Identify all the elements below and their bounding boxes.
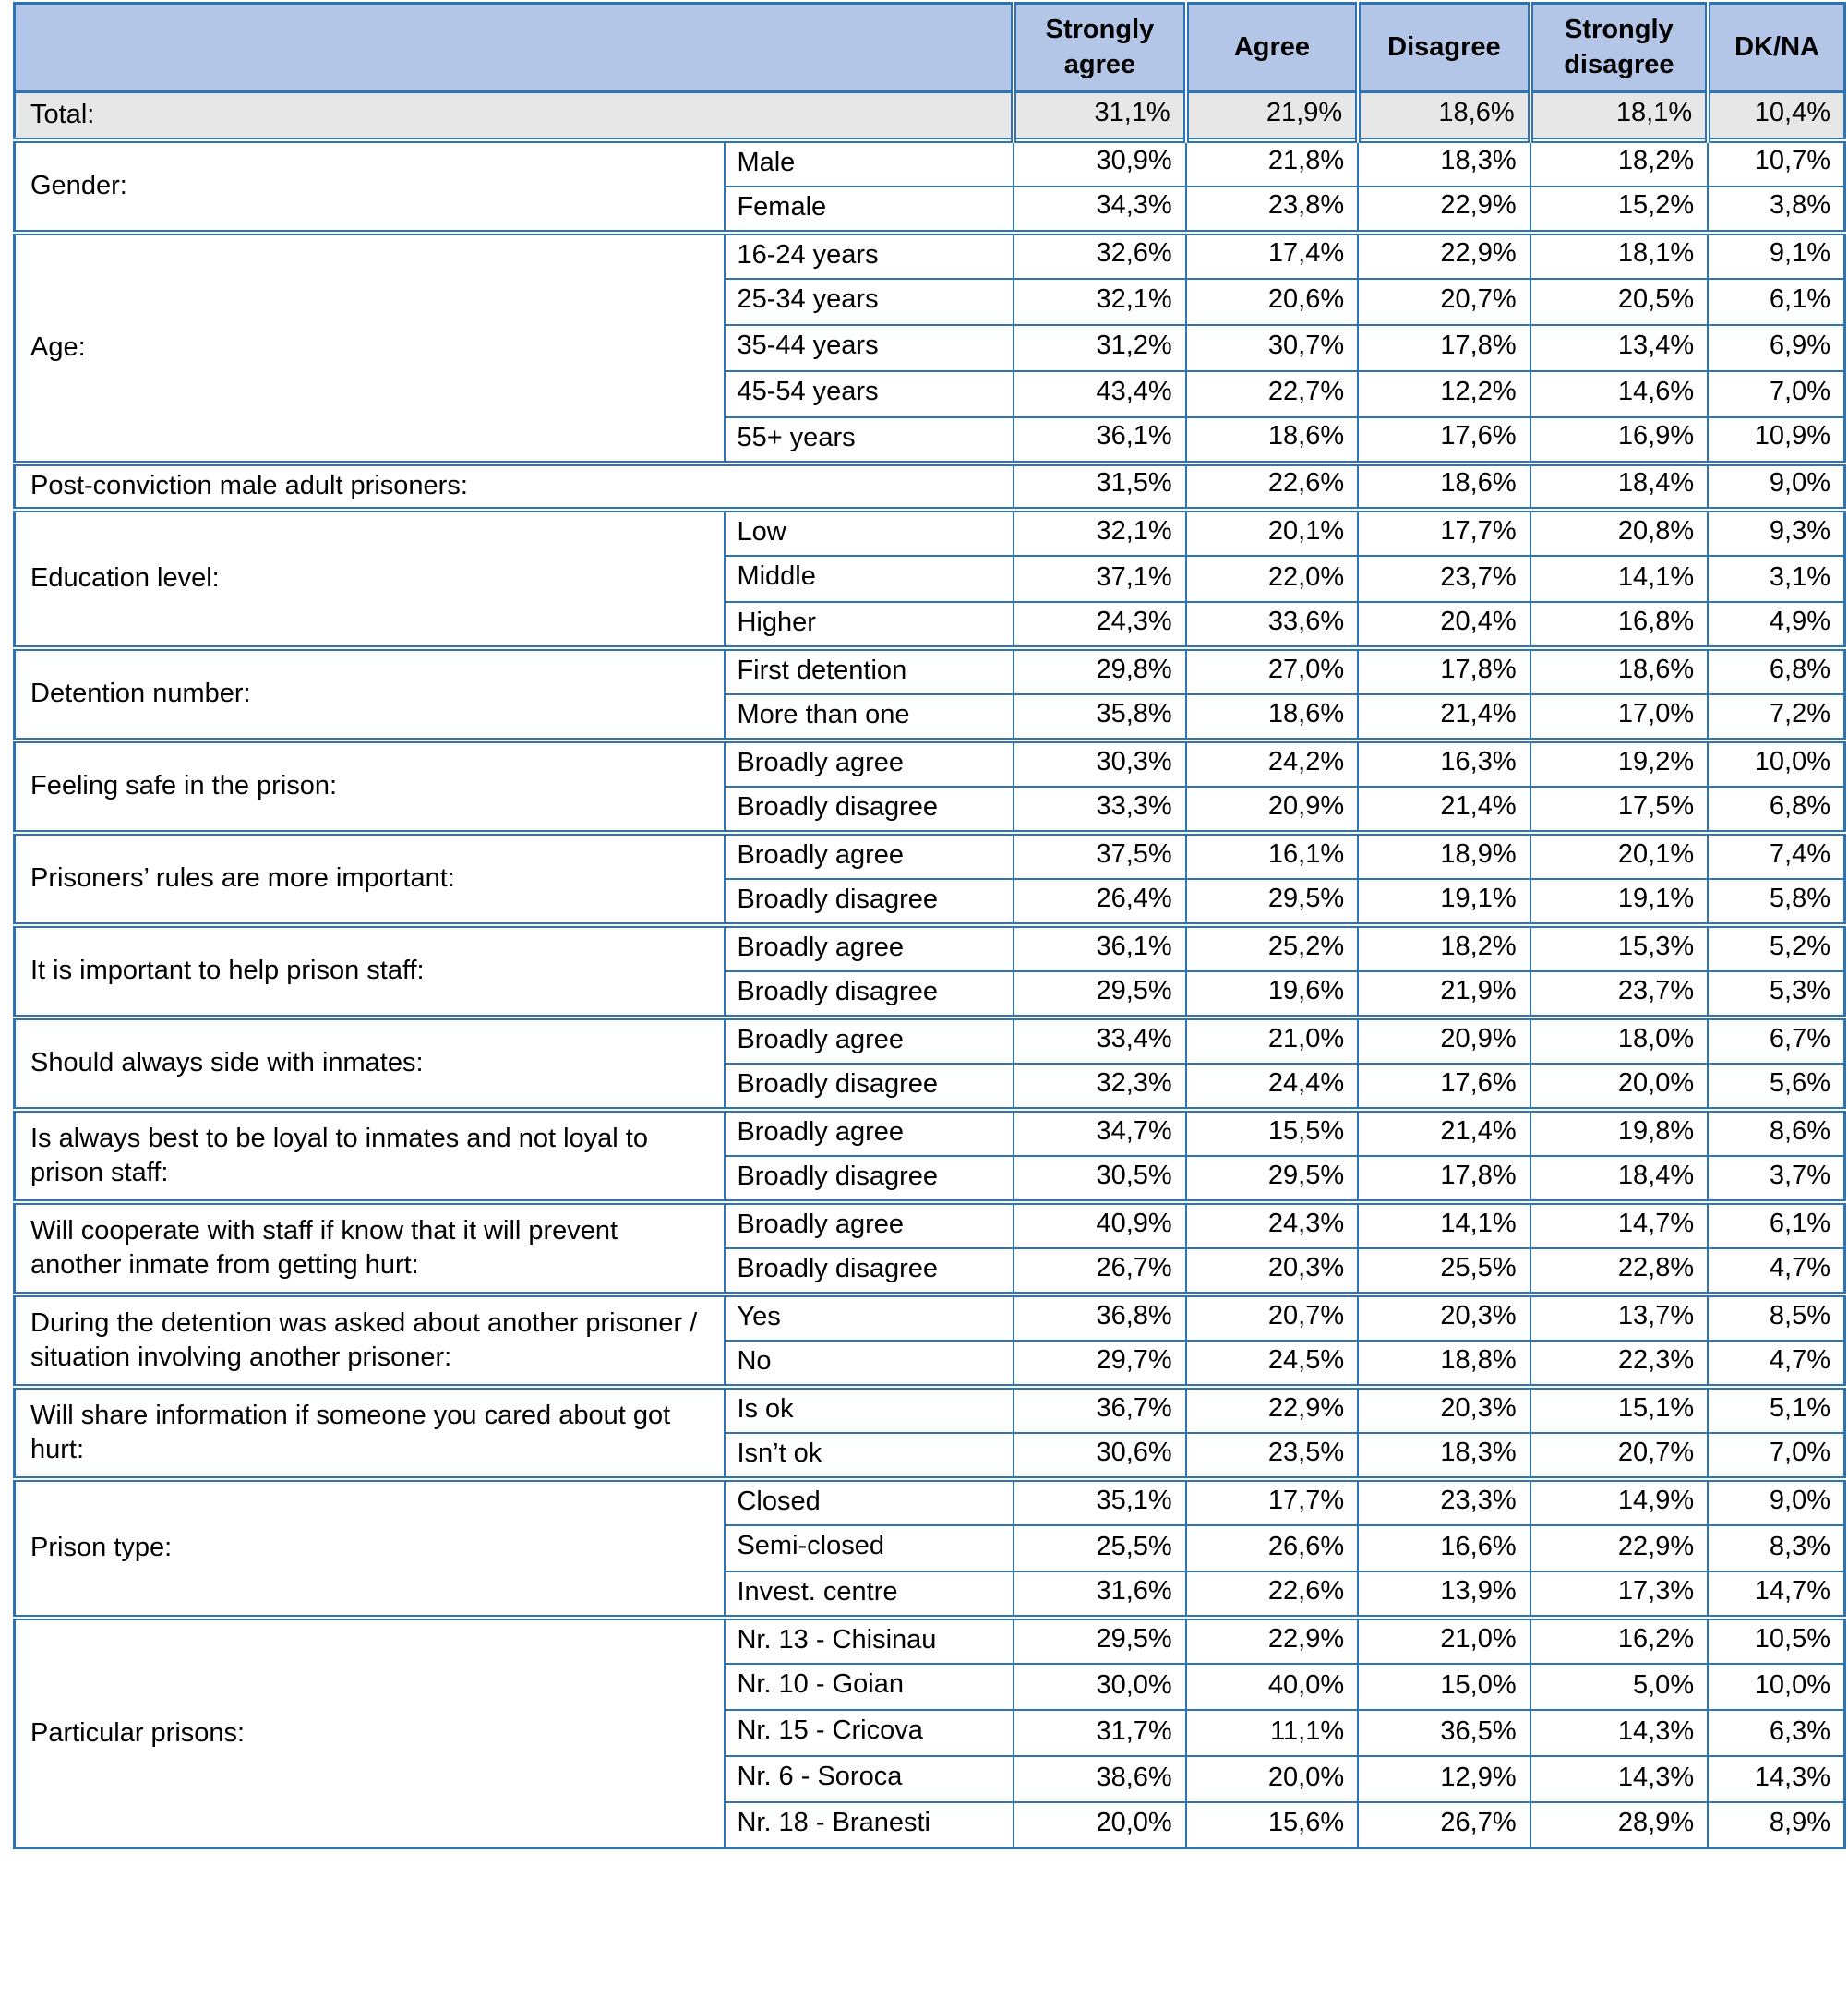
value-cell: 22,9%: [1186, 1618, 1358, 1664]
value-cell: 17,6%: [1358, 1064, 1530, 1110]
value-cell: 14,7%: [1708, 1571, 1844, 1618]
group-label-cell: Post-conviction male adult prisoners:: [15, 463, 1014, 510]
value-cell: 25,5%: [1014, 1525, 1185, 1571]
sub-label-cell: No: [725, 1341, 1014, 1387]
value-cell: 12,9%: [1358, 1756, 1530, 1802]
survey-results-table: [13, 2, 1846, 1849]
value-cell: 16,3%: [1358, 740, 1530, 787]
value-cell: 18,6%: [1530, 648, 1708, 694]
value-cell: 14,3%: [1530, 1710, 1708, 1756]
sub-label-cell: Isn’t ok: [725, 1433, 1014, 1479]
value-cell: 23,3%: [1358, 1479, 1530, 1525]
value-cell: 36,5%: [1358, 1710, 1530, 1756]
value-cell: 3,8%: [1708, 187, 1844, 233]
value-cell: 38,6%: [1014, 1756, 1185, 1802]
value-cell: 10,7%: [1708, 140, 1844, 187]
value-cell: 8,3%: [1708, 1525, 1844, 1571]
value-cell: 8,5%: [1708, 1294, 1844, 1341]
group-label-cell: Particular prisons:: [15, 1618, 726, 1848]
table-row: [15, 463, 1845, 510]
value-cell: 18,2%: [1530, 140, 1708, 187]
value-cell: 18,6%: [1358, 463, 1530, 510]
value-cell: 18,3%: [1358, 140, 1530, 187]
sub-label-cell: Female: [725, 187, 1014, 233]
sub-label-cell: First detention: [725, 648, 1014, 694]
sub-label-cell: Yes: [725, 1294, 1014, 1341]
value-cell: 18,6%: [1186, 417, 1358, 463]
sub-label-cell: 16-24 years: [725, 233, 1014, 279]
value-cell: 7,0%: [1708, 1433, 1844, 1479]
value-cell: 16,1%: [1186, 833, 1358, 879]
value-cell: 27,0%: [1186, 648, 1358, 694]
value-cell: 22,7%: [1186, 371, 1358, 417]
value-cell: 5,2%: [1708, 925, 1844, 971]
value-cell: 14,1%: [1358, 1202, 1530, 1248]
table-row: [15, 833, 1845, 879]
value-cell: 6,1%: [1708, 1202, 1844, 1248]
value-cell: 21,9%: [1358, 971, 1530, 1017]
value-cell: 7,0%: [1708, 371, 1844, 417]
value-cell: 16,6%: [1358, 1525, 1530, 1571]
value-cell: 21,9%: [1186, 92, 1358, 140]
value-cell: 17,7%: [1358, 510, 1530, 556]
value-cell: 22,9%: [1358, 233, 1530, 279]
value-cell: 18,8%: [1358, 1341, 1530, 1387]
value-cell: 14,3%: [1530, 1756, 1708, 1802]
value-cell: 32,6%: [1014, 233, 1185, 279]
sub-label-cell: Low: [725, 510, 1014, 556]
table-row: [15, 1387, 1845, 1433]
value-cell: 11,1%: [1186, 1710, 1358, 1756]
value-cell: 15,5%: [1186, 1110, 1358, 1156]
value-cell: 20,1%: [1530, 833, 1708, 879]
sub-label-cell: Broadly disagree: [725, 1156, 1014, 1202]
value-cell: 36,7%: [1014, 1387, 1185, 1433]
value-cell: 29,7%: [1014, 1341, 1185, 1387]
value-cell: 15,3%: [1530, 925, 1708, 971]
value-cell: 17,7%: [1186, 1479, 1358, 1525]
sub-label-cell: Is ok: [725, 1387, 1014, 1433]
group-label-cell: Prisoners’ rules are more important:: [15, 833, 726, 925]
table-body: [15, 92, 1845, 1848]
value-cell: 34,7%: [1014, 1110, 1185, 1156]
value-cell: 10,9%: [1708, 417, 1844, 463]
column-header-strongly-agree: Strongly agree: [1014, 4, 1185, 92]
value-cell: 24,4%: [1186, 1064, 1358, 1110]
sub-label-cell: Nr. 18 - Branesti: [725, 1802, 1014, 1848]
value-cell: 18,4%: [1530, 1156, 1708, 1202]
value-cell: 3,1%: [1708, 556, 1844, 602]
value-cell: 30,0%: [1014, 1664, 1185, 1710]
sub-label-cell: Invest. centre: [725, 1571, 1014, 1618]
value-cell: 19,6%: [1186, 971, 1358, 1017]
value-cell: 5,6%: [1708, 1064, 1844, 1110]
value-cell: 22,8%: [1530, 1248, 1708, 1294]
value-cell: 8,9%: [1708, 1802, 1844, 1848]
value-cell: 10,0%: [1708, 1664, 1844, 1710]
value-cell: 15,2%: [1530, 187, 1708, 233]
table-header: [15, 4, 1845, 92]
group-label-cell: It is important to help prison staff:: [15, 925, 726, 1017]
value-cell: 5,1%: [1708, 1387, 1844, 1433]
sub-label-cell: Closed: [725, 1479, 1014, 1525]
value-cell: 18,4%: [1530, 463, 1708, 510]
value-cell: 36,1%: [1014, 925, 1185, 971]
value-cell: 32,1%: [1014, 279, 1185, 325]
group-label-cell: Gender:: [15, 140, 726, 233]
value-cell: 13,9%: [1358, 1571, 1530, 1618]
table-row: [15, 1618, 1845, 1664]
group-label-cell: Age:: [15, 233, 726, 463]
sub-label-cell: Broadly agree: [725, 740, 1014, 787]
value-cell: 5,8%: [1708, 879, 1844, 925]
value-cell: 17,6%: [1358, 417, 1530, 463]
value-cell: 21,4%: [1358, 694, 1530, 740]
total-label-cell: Total:: [15, 92, 1014, 140]
group-label-cell: Will cooperate with staff if know that it will prevent another inmate from getting hurt:: [15, 1202, 726, 1294]
value-cell: 15,1%: [1530, 1387, 1708, 1433]
value-cell: 28,9%: [1530, 1802, 1708, 1848]
value-cell: 31,2%: [1014, 325, 1185, 371]
value-cell: 32,1%: [1014, 510, 1185, 556]
table-row: [15, 648, 1845, 694]
value-cell: 15,6%: [1186, 1802, 1358, 1848]
value-cell: 17,8%: [1358, 325, 1530, 371]
table-row: [15, 233, 1845, 279]
value-cell: 23,7%: [1530, 971, 1708, 1017]
value-cell: 40,9%: [1014, 1202, 1185, 1248]
value-cell: 13,7%: [1530, 1294, 1708, 1341]
value-cell: 7,2%: [1708, 694, 1844, 740]
value-cell: 43,4%: [1014, 371, 1185, 417]
value-cell: 3,7%: [1708, 1156, 1844, 1202]
value-cell: 25,5%: [1358, 1248, 1530, 1294]
sub-label-cell: 35-44 years: [725, 325, 1014, 371]
value-cell: 36,8%: [1014, 1294, 1185, 1341]
value-cell: 4,7%: [1708, 1248, 1844, 1294]
value-cell: 33,4%: [1014, 1017, 1185, 1064]
value-cell: 35,1%: [1014, 1479, 1185, 1525]
value-cell: 19,2%: [1530, 740, 1708, 787]
value-cell: 20,7%: [1530, 1433, 1708, 1479]
value-cell: 37,5%: [1014, 833, 1185, 879]
sub-label-cell: Semi-closed: [725, 1525, 1014, 1571]
value-cell: 30,5%: [1014, 1156, 1185, 1202]
value-cell: 20,1%: [1186, 510, 1358, 556]
value-cell: 22,9%: [1358, 187, 1530, 233]
sub-label-cell: Broadly agree: [725, 1017, 1014, 1064]
value-cell: 17,3%: [1530, 1571, 1708, 1618]
value-cell: 20,3%: [1358, 1387, 1530, 1433]
value-cell: 19,8%: [1530, 1110, 1708, 1156]
sub-label-cell: Male: [725, 140, 1014, 187]
sub-label-cell: Nr. 15 - Cricova: [725, 1710, 1014, 1756]
corner-cell: [15, 4, 1014, 92]
sub-label-cell: Broadly disagree: [725, 1248, 1014, 1294]
value-cell: 29,5%: [1014, 1618, 1185, 1664]
value-cell: 10,0%: [1708, 740, 1844, 787]
column-header-dk-na: DK/NA: [1708, 4, 1844, 92]
value-cell: 20,8%: [1530, 510, 1708, 556]
value-cell: 20,0%: [1186, 1756, 1358, 1802]
value-cell: 25,2%: [1186, 925, 1358, 971]
value-cell: 21,4%: [1358, 1110, 1530, 1156]
value-cell: 15,0%: [1358, 1664, 1530, 1710]
value-cell: 31,7%: [1014, 1710, 1185, 1756]
value-cell: 20,9%: [1186, 787, 1358, 833]
value-cell: 17,0%: [1530, 694, 1708, 740]
value-cell: 18,1%: [1530, 233, 1708, 279]
value-cell: 26,7%: [1358, 1802, 1530, 1848]
total-row: [15, 92, 1845, 140]
header-row: [15, 4, 1845, 92]
value-cell: 10,4%: [1708, 92, 1844, 140]
value-cell: 30,9%: [1014, 140, 1185, 187]
value-cell: 22,9%: [1186, 1387, 1358, 1433]
value-cell: 26,6%: [1186, 1525, 1358, 1571]
value-cell: 5,3%: [1708, 971, 1844, 1017]
sub-label-cell: 45-54 years: [725, 371, 1014, 417]
value-cell: 30,7%: [1186, 325, 1358, 371]
value-cell: 14,7%: [1530, 1202, 1708, 1248]
value-cell: 18,2%: [1358, 925, 1530, 971]
table-row: [15, 1202, 1845, 1248]
value-cell: 29,5%: [1014, 971, 1185, 1017]
value-cell: 18,0%: [1530, 1017, 1708, 1064]
table-row: [15, 510, 1845, 556]
value-cell: 14,3%: [1708, 1756, 1844, 1802]
value-cell: 18,9%: [1358, 833, 1530, 879]
value-cell: 24,2%: [1186, 740, 1358, 787]
value-cell: 33,6%: [1186, 602, 1358, 648]
value-cell: 23,8%: [1186, 187, 1358, 233]
group-label-cell: Detention number:: [15, 648, 726, 740]
value-cell: 6,3%: [1708, 1710, 1844, 1756]
value-cell: 12,2%: [1358, 371, 1530, 417]
group-label-cell: Is always best to be loyal to inmates and not loyal to prison staff:: [15, 1110, 726, 1202]
value-cell: 20,5%: [1530, 279, 1708, 325]
value-cell: 20,9%: [1358, 1017, 1530, 1064]
value-cell: 17,5%: [1530, 787, 1708, 833]
sub-label-cell: Nr. 10 - Goian: [725, 1664, 1014, 1710]
value-cell: 33,3%: [1014, 787, 1185, 833]
sub-label-cell: Nr. 6 - Soroca: [725, 1756, 1014, 1802]
table-row: [15, 140, 1845, 187]
value-cell: 14,6%: [1530, 371, 1708, 417]
value-cell: 35,8%: [1014, 694, 1185, 740]
value-cell: 29,5%: [1186, 1156, 1358, 1202]
sub-label-cell: Higher: [725, 602, 1014, 648]
value-cell: 26,4%: [1014, 879, 1185, 925]
sub-label-cell: Broadly disagree: [725, 971, 1014, 1017]
value-cell: 24,5%: [1186, 1341, 1358, 1387]
value-cell: 6,8%: [1708, 787, 1844, 833]
value-cell: 22,3%: [1530, 1341, 1708, 1387]
value-cell: 32,3%: [1014, 1064, 1185, 1110]
value-cell: 20,3%: [1358, 1294, 1530, 1341]
column-header-agree: Agree: [1186, 4, 1358, 92]
value-cell: 36,1%: [1014, 417, 1185, 463]
value-cell: 14,9%: [1530, 1479, 1708, 1525]
value-cell: 8,6%: [1708, 1110, 1844, 1156]
value-cell: 4,9%: [1708, 602, 1844, 648]
group-label-cell: Should always side with inmates:: [15, 1017, 726, 1110]
value-cell: 6,8%: [1708, 648, 1844, 694]
value-cell: 22,6%: [1186, 463, 1358, 510]
value-cell: 21,0%: [1186, 1017, 1358, 1064]
value-cell: 24,3%: [1014, 602, 1185, 648]
table-row: [15, 740, 1845, 787]
value-cell: 22,0%: [1186, 556, 1358, 602]
group-label-cell: Feeling safe in the prison:: [15, 740, 726, 833]
value-cell: 20,7%: [1358, 279, 1530, 325]
table-row: [15, 1479, 1845, 1525]
value-cell: 16,8%: [1530, 602, 1708, 648]
sub-label-cell: 25-34 years: [725, 279, 1014, 325]
group-label-cell: Will share information if someone you cared about got hurt:: [15, 1387, 726, 1479]
group-label-cell: Prison type:: [15, 1479, 726, 1618]
value-cell: 18,6%: [1358, 92, 1530, 140]
sub-label-cell: Middle: [725, 556, 1014, 602]
value-cell: 4,7%: [1708, 1341, 1844, 1387]
value-cell: 23,5%: [1186, 1433, 1358, 1479]
value-cell: 17,8%: [1358, 1156, 1530, 1202]
value-cell: 30,3%: [1014, 740, 1185, 787]
value-cell: 21,8%: [1186, 140, 1358, 187]
sub-label-cell: Broadly agree: [725, 833, 1014, 879]
value-cell: 6,7%: [1708, 1017, 1844, 1064]
group-label-cell: Education level:: [15, 510, 726, 648]
value-cell: 18,6%: [1186, 694, 1358, 740]
value-cell: 30,6%: [1014, 1433, 1185, 1479]
table-row: [15, 1294, 1845, 1341]
value-cell: 18,1%: [1530, 92, 1708, 140]
sub-label-cell: Broadly agree: [725, 1110, 1014, 1156]
value-cell: 22,9%: [1530, 1525, 1708, 1571]
value-cell: 37,1%: [1014, 556, 1185, 602]
value-cell: 24,3%: [1186, 1202, 1358, 1248]
value-cell: 31,1%: [1014, 92, 1185, 140]
value-cell: 17,8%: [1358, 648, 1530, 694]
sub-label-cell: Broadly agree: [725, 1202, 1014, 1248]
group-label-cell: During the detention was asked about another prisoner / situation involving another prisoner:: [15, 1294, 726, 1387]
value-cell: 19,1%: [1530, 879, 1708, 925]
value-cell: 40,0%: [1186, 1664, 1358, 1710]
sub-label-cell: More than one: [725, 694, 1014, 740]
value-cell: 17,4%: [1186, 233, 1358, 279]
value-cell: 9,3%: [1708, 510, 1844, 556]
value-cell: 31,6%: [1014, 1571, 1185, 1618]
value-cell: 14,1%: [1530, 556, 1708, 602]
sub-label-cell: Broadly disagree: [725, 1064, 1014, 1110]
value-cell: 9,1%: [1708, 233, 1844, 279]
value-cell: 16,9%: [1530, 417, 1708, 463]
value-cell: 9,0%: [1708, 1479, 1844, 1525]
value-cell: 7,4%: [1708, 833, 1844, 879]
sub-label-cell: Broadly agree: [725, 925, 1014, 971]
value-cell: 20,0%: [1014, 1802, 1185, 1848]
table-row: [15, 1017, 1845, 1064]
sub-label-cell: Broadly disagree: [725, 787, 1014, 833]
column-header-strongly-disagree: Strongly disagree: [1530, 4, 1708, 92]
value-cell: 31,5%: [1014, 463, 1185, 510]
value-cell: 20,0%: [1530, 1064, 1708, 1110]
column-header-disagree: Disagree: [1358, 4, 1530, 92]
value-cell: 19,1%: [1358, 879, 1530, 925]
value-cell: 6,9%: [1708, 325, 1844, 371]
value-cell: 6,1%: [1708, 279, 1844, 325]
value-cell: 22,6%: [1186, 1571, 1358, 1618]
value-cell: 20,4%: [1358, 602, 1530, 648]
value-cell: 23,7%: [1358, 556, 1530, 602]
sub-label-cell: Nr. 13 - Chisinau: [725, 1618, 1014, 1664]
sub-label-cell: Broadly disagree: [725, 879, 1014, 925]
value-cell: 5,0%: [1530, 1664, 1708, 1710]
value-cell: 20,7%: [1186, 1294, 1358, 1341]
value-cell: 29,8%: [1014, 648, 1185, 694]
value-cell: 26,7%: [1014, 1248, 1185, 1294]
value-cell: 16,2%: [1530, 1618, 1708, 1664]
value-cell: 9,0%: [1708, 463, 1844, 510]
value-cell: 29,5%: [1186, 879, 1358, 925]
value-cell: 18,3%: [1358, 1433, 1530, 1479]
value-cell: 20,3%: [1186, 1248, 1358, 1294]
value-cell: 20,6%: [1186, 279, 1358, 325]
value-cell: 34,3%: [1014, 187, 1185, 233]
sub-label-cell: 55+ years: [725, 417, 1014, 463]
value-cell: 21,4%: [1358, 787, 1530, 833]
table-row: [15, 1110, 1845, 1156]
value-cell: 21,0%: [1358, 1618, 1530, 1664]
table-row: [15, 925, 1845, 971]
value-cell: 10,5%: [1708, 1618, 1844, 1664]
value-cell: 13,4%: [1530, 325, 1708, 371]
